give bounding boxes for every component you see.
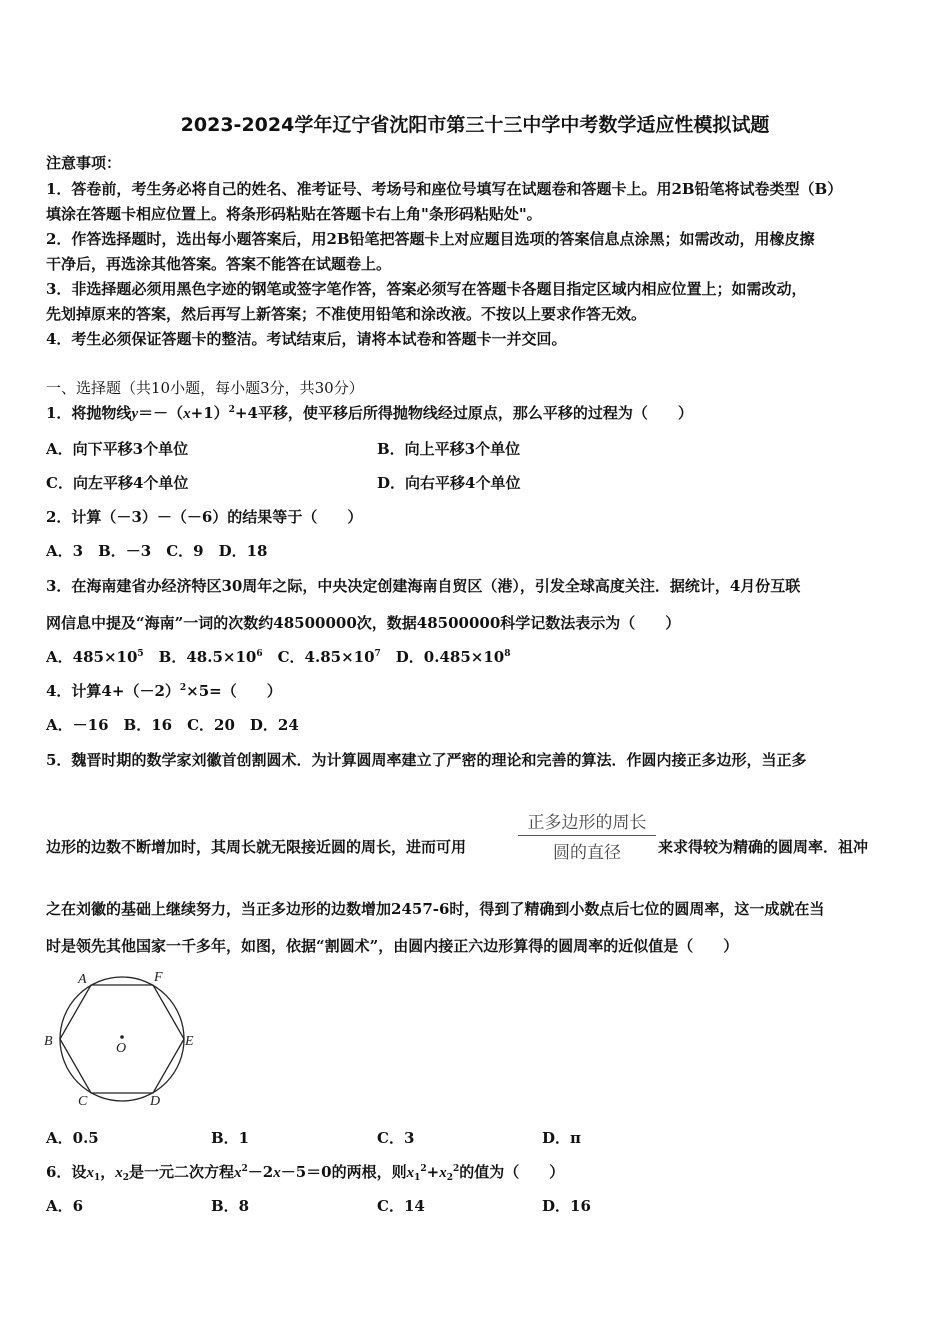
perimeter-fraction [518, 808, 656, 863]
question-5-stem: 之在刘徽的基础上继续努力，当正多边形的边数增加2457-6时，得到了精确到小数点后七位的圆周率，这一成就在当 [46, 900, 825, 918]
question-3-stem: 3．在海南建省办经济特区30周年之际，中央决定创建海南自贸区（港），引发全球高度关注．据统计，4月份互联 [46, 577, 801, 595]
question-3-options: A．$485\times 10^5$ B．$48.5\times 10^6$ C．$4.85\times 10^7$ D．$0.485\times 10^8$ [46, 648, 511, 666]
section-heading: 一、选择题（共10小题，每小题3分，共30分） [46, 379, 364, 397]
circle [60, 977, 184, 1101]
question-5-stem: 来求得较为精确的圆周率．祖冲 [658, 838, 869, 856]
question-5-stem: 边形的边数不断增加时，其周长就无限接近圆的周长，进而可用 [46, 838, 467, 856]
label-c: C [78, 1094, 88, 1109]
center-point [120, 1035, 124, 1039]
label-a: A [78, 972, 87, 987]
label-e: E [185, 1034, 194, 1049]
page-title: 2023-2024学年辽宁省沈阳市第三十三中学中考数学适应性模拟试题 [180, 114, 770, 136]
notice-line: 4．考生必须保证答题卡的整洁。考试结束后，请将本试卷和答题卡一并交回。 [46, 330, 567, 348]
hexagon-in-circle-figure [40, 965, 210, 1110]
question-5-option-b: B．1 [211, 1129, 250, 1147]
notice-line: 干净后，再选涂其他答案。答案不能答在试题卷上。 [46, 255, 392, 273]
label-f: F [154, 970, 163, 985]
question-1-option-c: C．向左平移4个单位 [46, 474, 189, 492]
question-6-stem: 6．设$x_1$，$x_2$是一元二次方程$x^2-2x-5=0$的两根，则$x_1^2+x_2^2$的值为（ ） [46, 1163, 565, 1183]
question-3-stem: 网信息中提及“海南”一词的次数约48500000次，数据48500000科学记数法表示为（ ） [46, 614, 681, 632]
question-5-option-d: D．π [542, 1129, 581, 1147]
label-o: O [116, 1041, 127, 1056]
notice-line: 1．答卷前，考生务必将自己的姓名、准考证号、考场号和座位号填写在试题卷和答题卡上。用2B铅笔将试卷类型（B） [46, 180, 843, 198]
notice-line: 先划掉原来的答案，然后再写上新答案；不准使用铅笔和涂改液。不按以上要求作答无效。 [46, 305, 647, 323]
question-6-option-a: A．6 [46, 1197, 84, 1215]
question-4-options: A．－16 B．16 C．20 D．24 [46, 716, 299, 734]
notice-line: 2．作答选择题时，选出每小题答案后，用2B铅笔把答题卡上对应题目选项的答案信息点涂黑；如需改动，用橡皮擦 [46, 230, 815, 248]
label-d: D [150, 1094, 161, 1109]
notice-line: 填涂在答题卡相应位置上。将条形码粘贴在答题卡右上角"条形码粘贴处"。 [46, 205, 542, 223]
question-5-option-c: C．3 [377, 1129, 415, 1147]
question-5-stem: 时是领先其他国家一千多年，如图，依据“割圆术”，由圆内接正六边形算得的圆周率的近似值是（ ） [46, 937, 739, 955]
label-b: B [44, 1034, 53, 1049]
question-6-option-b: B．8 [211, 1197, 250, 1215]
question-1-stem: 1．将抛物线$y=-(x+1)^2+4$平移，使平移后所得抛物线经过原点，那么平移的过程为（ ） [46, 404, 693, 422]
question-2-options: A．3 B．－3 C．9 D．18 [46, 542, 268, 560]
question-5-option-a: A．0.5 [46, 1129, 99, 1147]
question-1-option-d: D．向右平移4个单位 [377, 474, 521, 492]
regular-hexagon [60, 985, 184, 1093]
question-6-option-c: C．14 [377, 1197, 425, 1215]
notice-line: 3．非选择题必须用黑色字迹的钢笔或签字笔作答，答案必须写在答题卡各题目指定区域内相应位置上；如需改动， [46, 280, 807, 298]
fraction-denominator: 圆的直径 [553, 843, 621, 863]
question-4-stem: 4．计算$4+(-2)^2\times 5=$（ ） [46, 682, 282, 700]
question-6-option-d: D．16 [542, 1197, 591, 1215]
question-1-option-b: B．向上平移3个单位 [377, 440, 521, 458]
question-5-stem: 5．魏晋时期的数学家刘徽首创割圆术．为计算圆周率建立了严密的理论和完善的算法．作圆内接正多边形，当正多 [46, 751, 807, 769]
question-2-stem: 2．计算（－3）－（－6）的结果等于（ ） [46, 508, 363, 526]
fraction-numerator: 正多边形的周长 [518, 808, 656, 836]
question-1-option-a: A．向下平移3个单位 [46, 440, 189, 458]
notice-heading: 注意事项： [46, 154, 122, 172]
